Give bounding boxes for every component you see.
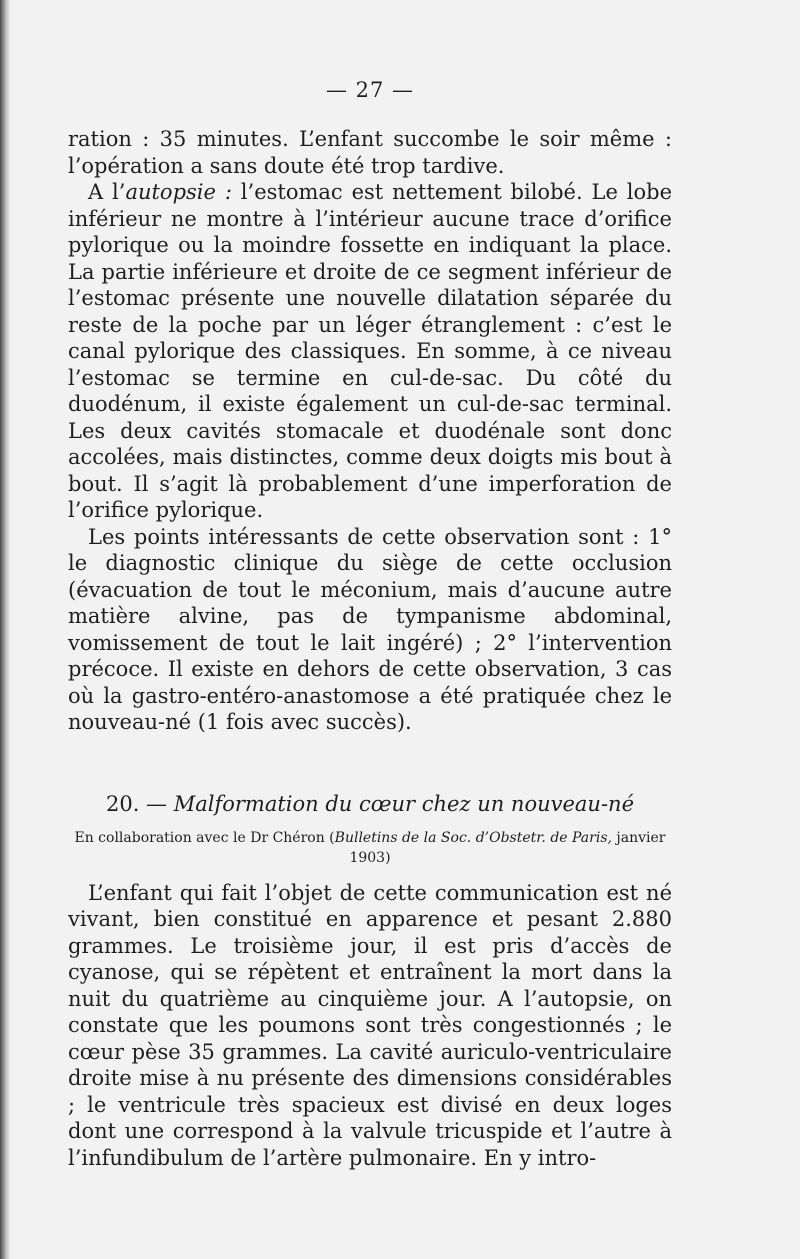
paragraph-italic-lead: autopsie : [125,180,232,204]
section-heading [68,792,672,816]
citation-journal: Bulletins de la Soc. d’Obstetr. de Paris, [334,829,612,846]
paragraph-text: ration : 35 minutes. L’enfant succombe le soir même : l’opération a sans doute été trop tardive. [68,127,672,178]
scan-edge-shadow [0,0,10,1259]
section-number: 20. — [105,791,174,816]
paragraph-prefix: A l’ [88,180,126,204]
page-number: — 27 — [325,78,415,102]
paragraph-text: Les points intéressants de cette observation sont : 1° le diagnostic clinique du siège de cette occlusion (évacuation de tout le méconium, mais d’aucune autre matière alvine, pas de tympanisme abdominal, vomissement de tout le lait ingéré) ; 2° l’intervention précoce. Il existe en dehors de cette observation, 3 cas où la gastro-entéro-anastomose a été pratiquée chez le nouveau-né (1 fois avec succès). [68,524,672,734]
paragraph-continuation [68,126,672,179]
paragraph-text: l’estomac est nettement bilobé. Le lobe inférieur ne montre à l’intérieur aucune trace d’orifice pylorique ou la moindre fossette en indiquant la place. La partie inférieure et droite de ce segment inférieur de l’estomac présente une nouvelle dilatation séparée du reste de la poche par un léger étranglement : c’est le canal pylorique des classiques. En somme, à ce niveau l’estomac se termine en cul-de-sac. Du côté du duodénum, il existe également un cul-de-sac terminal. Les deux cavités stomacale et duodénale sont donc accolées, mais distinctes, comme deux doigts mis bout à bout. Il s’agit là probablement d’une imperforation de l’orifice pylorique. [68,180,672,522]
citation-authors: En collaboration avec le Dr Chéron ( [74,829,335,846]
paragraph-points [68,524,672,736]
citation-date: janvier 1903) [349,829,666,866]
citation [68,828,672,868]
section-title-text: Malformation du cœur chez un nouveau-né [173,791,635,816]
paragraph-case [68,880,672,1172]
paragraph-autopsie [68,179,672,524]
document-page [68,78,672,1171]
paragraph-text: L’enfant qui fait l’objet de cette communication est né vivant, bien constitué en apparence et pesant 2.880 grammes. Le troisième jour, il est pris d’accès de cyanose, qui se répètent et entraînent la mort dans la nuit du quatrième au cinquième jour. A l’autopsie, on constate que les poumons sont très congestionnés ; le cœur pèse 35 grammes. La cavité auriculo-ventriculaire droite mise à nu présente des dimensions considérables ; le ventricule très spacieux est divisé en deux loges dont une correspond à la valvule tricuspide et l’autre à l’infundibulum de l’artère pulmonaire. En y intro- [68,880,672,1170]
